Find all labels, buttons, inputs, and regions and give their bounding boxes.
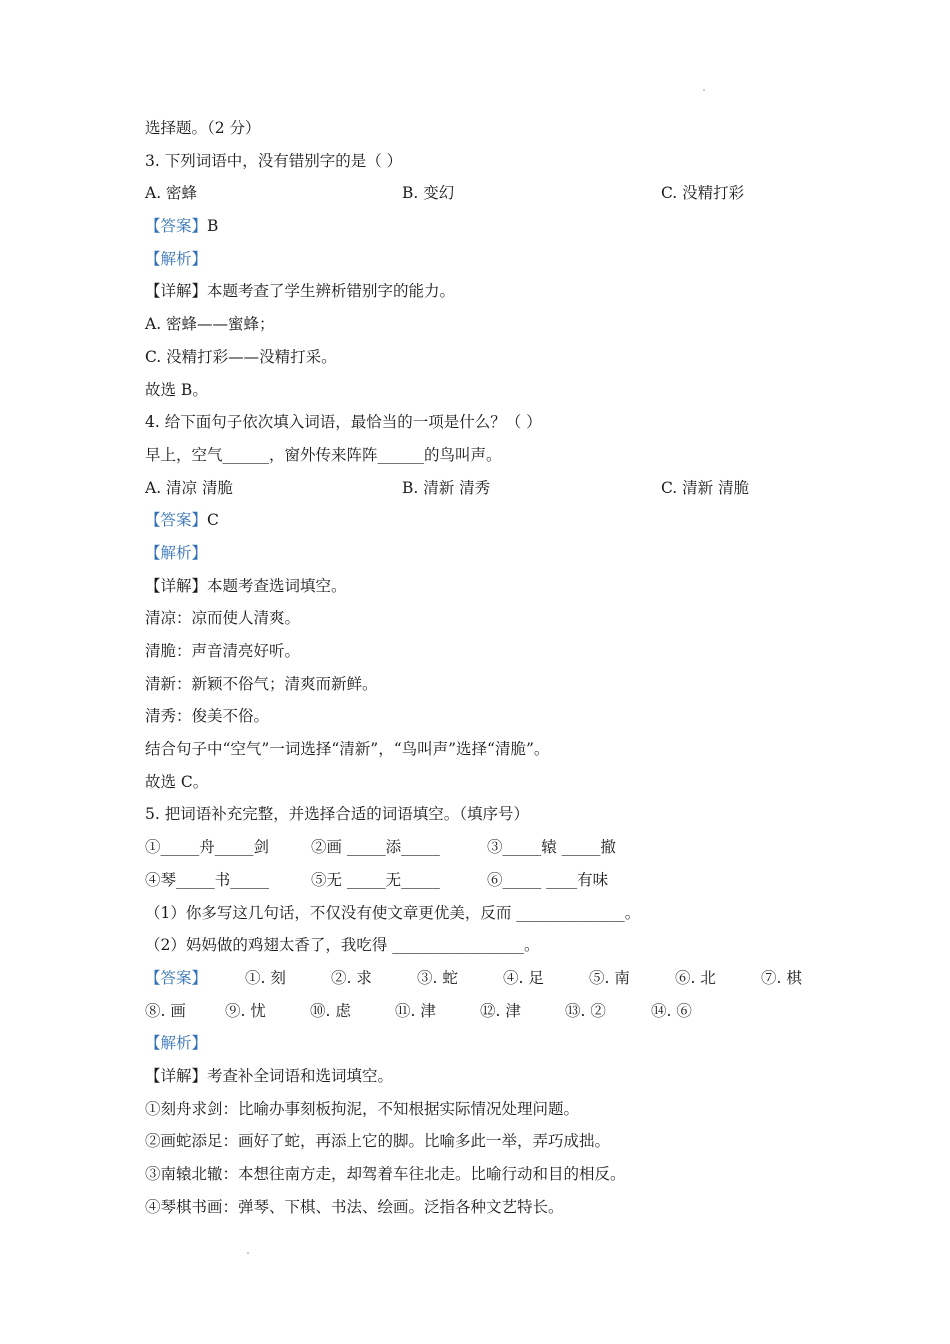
blank-item: ⑥_____ ____有味 bbox=[487, 870, 609, 889]
q4-option-a: A. 清凉 清脆 bbox=[145, 478, 233, 497]
blank-item: ⑤无 _____无_____ bbox=[311, 870, 440, 889]
text-line: 早上，空气______，窗外传来阵阵______的鸟叫声。 bbox=[145, 445, 502, 464]
q5-analysis bbox=[145, 1027, 825, 1060]
question-5: 5. 把词语补充完整，并选择合适的词语填空。（填序号） bbox=[145, 805, 529, 824]
answer-value: B bbox=[207, 217, 219, 236]
q3-detail bbox=[145, 275, 825, 308]
answer-item: ⑤. 南 bbox=[589, 968, 630, 987]
question-4: 4. 给下面句子依次填入词语，最恰当的一项是什么？（ ） bbox=[145, 413, 542, 432]
analysis-tag: 【解析】 bbox=[145, 1034, 208, 1053]
answer-item: ⑧. 画 bbox=[145, 1001, 186, 1020]
answer-value: C bbox=[207, 511, 219, 530]
question-3: 3. 下列词语中，没有错别字的是（ ） bbox=[145, 151, 403, 170]
detail-tag: 【详解】 bbox=[145, 1066, 208, 1085]
answer-item: ⑫. 津 bbox=[480, 1001, 521, 1020]
q4-option-c: C. 清新 清脆 bbox=[661, 478, 750, 497]
q3-option-b: B. 变幻 bbox=[402, 184, 455, 203]
text-line: 故选 C。 bbox=[145, 772, 209, 791]
analysis-tag: 【解析】 bbox=[145, 543, 208, 562]
q3-analysis bbox=[145, 243, 825, 276]
q4-analysis bbox=[145, 537, 825, 570]
blank-item: ①_____舟_____剑 bbox=[145, 838, 270, 857]
q3-option-c: C. 没精打彩 bbox=[661, 184, 745, 203]
text-line: ②画蛇添足：画好了蛇，再添上它的脚。比喻多此一举，弄巧成拙。 bbox=[145, 1132, 611, 1151]
answer-item: ⑥. 北 bbox=[675, 968, 716, 987]
answer-item: ①. 刻 bbox=[245, 968, 286, 987]
q5-blanks-row-2 bbox=[145, 864, 825, 897]
answer-item: ⑦. 棋 bbox=[761, 968, 802, 987]
text-line: 清新：新颖不俗气；清爽而新鲜。 bbox=[145, 674, 378, 693]
text-line: 清凉：凉而使人清爽。 bbox=[145, 609, 301, 628]
detail-text: 考查补全词语和选词填空。 bbox=[207, 1066, 394, 1085]
text-line: 清脆：声音清亮好听。 bbox=[145, 642, 301, 660]
q5-answer-line-2 bbox=[145, 995, 825, 1028]
q4-options bbox=[145, 472, 825, 505]
q4-detail bbox=[145, 570, 825, 603]
blank-item: ②画 _____添_____ bbox=[311, 838, 440, 857]
detail-text: 本题考查了学生辨析错别字的能力。 bbox=[207, 282, 456, 301]
blank-item: ④琴_____书_____ bbox=[145, 870, 270, 889]
answer-tag: 【答案】 bbox=[145, 968, 208, 987]
text-line: 清秀：俊美不俗。 bbox=[145, 707, 270, 726]
q3-option-a: A. 密蜂 bbox=[145, 184, 198, 203]
q5-blanks-row-1 bbox=[145, 831, 825, 864]
text-line: C. 没精打彩——没精打采。 bbox=[145, 347, 337, 366]
answer-item: ⑨. 忧 bbox=[225, 1001, 266, 1020]
q4-answer bbox=[145, 504, 825, 537]
text-line: ③南辕北辙：本想往南方走，却驾着车往北走。比喻行动和目的相反。 bbox=[145, 1165, 626, 1183]
answer-item: ⑬. ② bbox=[565, 1001, 606, 1020]
text-line: 故选 B。 bbox=[145, 380, 208, 399]
text-line: A. 密蜂——蜜蜂； bbox=[145, 315, 275, 334]
text-line: ①刻舟求剑：比喻办事刻板拘泥，不知根据实际情况处理问题。 bbox=[145, 1099, 580, 1118]
text-line: （1）你多写这几句话，不仅没有使文章更优美，反而 ______________。 bbox=[145, 903, 641, 922]
detail-text: 本题考查选词填空。 bbox=[207, 576, 347, 595]
q5-detail bbox=[145, 1060, 825, 1093]
document-page bbox=[145, 112, 825, 1223]
detail-tag: 【详解】 bbox=[145, 576, 208, 595]
q4-option-b: B. 清新 清秀 bbox=[402, 478, 491, 497]
blank-item: ③_____辕 _____撤 bbox=[487, 838, 616, 857]
text-line: 选择题。（2 分） bbox=[145, 119, 261, 137]
text-line: ④琴棋书画：弹琴、下棋、书法、绘画。泛指各种文艺特长。 bbox=[145, 1197, 564, 1216]
page-speck bbox=[247, 1252, 249, 1254]
text-line: 结合句子中“空气”一词选择“清新”，“鸟叫声”选择“清脆”。 bbox=[145, 740, 550, 759]
q5-answer-line-1 bbox=[145, 962, 825, 995]
answer-item: ③. 蛇 bbox=[417, 968, 458, 987]
page-speck bbox=[703, 89, 705, 91]
answer-item: ⑪. 津 bbox=[395, 1001, 436, 1020]
detail-tag: 【详解】 bbox=[145, 282, 208, 301]
answer-item: ⑭. ⑥ bbox=[651, 1001, 692, 1020]
text-line: （2）妈妈做的鸡翅太香了，我吃得 _________________。 bbox=[145, 936, 540, 955]
answer-item: ②. 求 bbox=[331, 968, 372, 987]
q3-options bbox=[145, 177, 825, 210]
analysis-tag: 【解析】 bbox=[145, 249, 208, 268]
answer-tag: 【答案】 bbox=[145, 511, 208, 530]
answer-item: ⑩. 虑 bbox=[310, 1001, 351, 1020]
answer-tag: 【答案】 bbox=[145, 217, 208, 236]
answer-item: ④. 足 bbox=[503, 968, 544, 987]
q3-answer bbox=[145, 210, 825, 243]
